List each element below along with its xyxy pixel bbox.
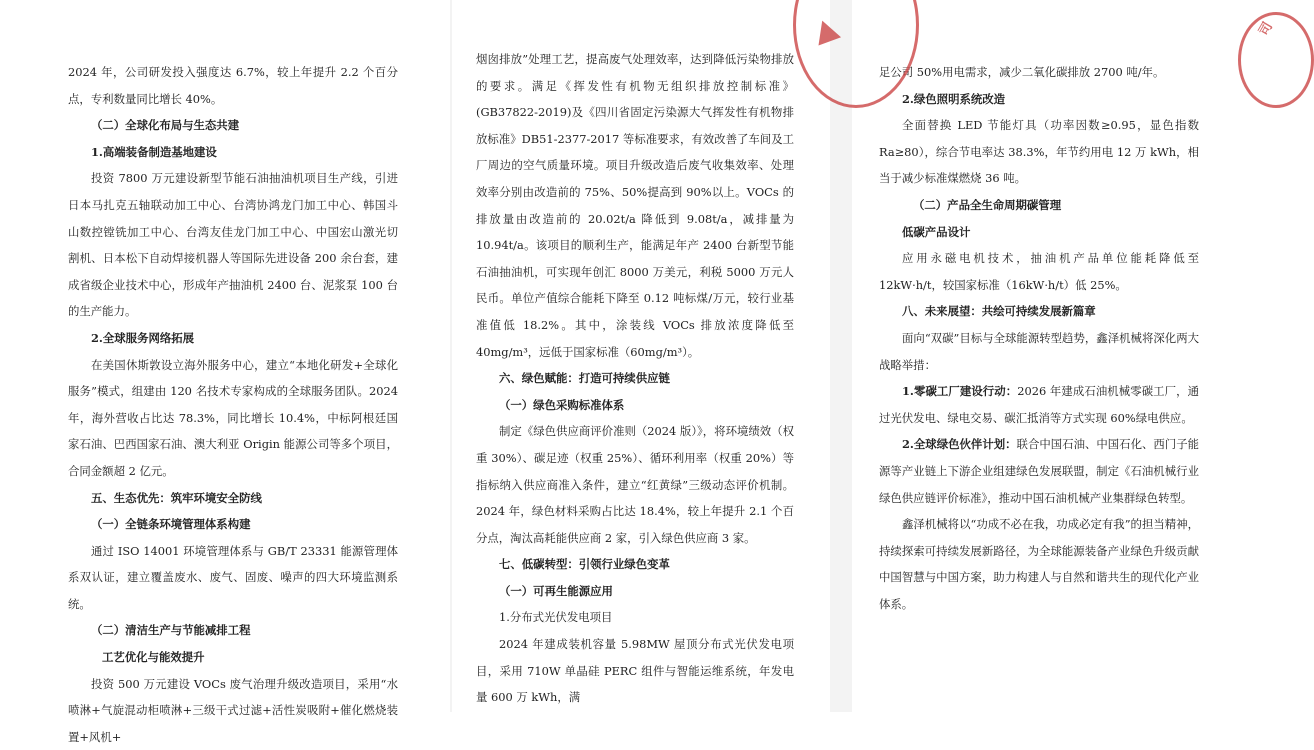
seal-text: 司	[1256, 17, 1277, 39]
lead-phrase: 2.全球绿色伙伴计划：	[902, 437, 1017, 452]
paragraph: 1.零碳工厂建设行动：2026 年建成石油机械零碳工厂，通过光伏发电、绿电交易、碳汇抵消等方式实现 60%绿电供应。	[879, 384, 1199, 425]
paragraph: 通过 ISO 14001 环境管理体系与 GB/T 23331 能源管理体系双认证，建立覆盖废水、废气、固废、噪声的四大环境监测系统。	[68, 543, 398, 611]
paragraph: 足公司 50%用电需求，减少二氧化碳排放 2700 吨/年。	[879, 65, 1165, 79]
company-seal-stamp	[1238, 12, 1314, 108]
right-text-column	[879, 59, 1199, 617]
lead-phrase: 1.零碳工厂建设行动：	[902, 384, 1018, 399]
paragraph: 在美国休斯敦设立海外服务中心，建立“本地化研发+全球化服务”模式，组建由 120 名技术专家构成的全球服务团队。2024 年，海外营收占比达 78.3%，同比增长 10.4%，中标阿根廷国家石油、巴西国家石油、澳大利亚 Origin 能源公司等多个项目，合同金额超 2 亿元。	[68, 357, 398, 478]
paragraph: 2024 年，公司研发投入强度达 6.7%，较上年提升 2.2 个百分点，专利数量同比增长 40%。	[68, 65, 398, 106]
seal-star-icon	[811, 17, 841, 46]
section-heading: 低碳产品设计	[902, 224, 971, 239]
left-text-column	[68, 59, 398, 750]
section-heading: 工艺优化与能效提升	[102, 650, 205, 665]
section-heading: 八、未来展望：共绘可持续发展新篇章	[902, 304, 1096, 319]
paragraph: 投资 7800 万元建设新型节能石油抽油机项目生产线，引进日本马扎克五轴联动加工中心、台湾协鸿龙门加工中心、韩国斗山数控镗铣加工中心、台湾友佳龙门加工中心、中国宏山激光切割机、日本松下自动焊接机器人等国际先进设备 200 余台套，建成省级企业技术中心，形成年产抽油机 2400 台、泥浆泵 100 台的生产能力。	[68, 171, 398, 319]
paragraph: 投资 500 万元建设 VOCs 废气治理升级改造项目，采用“水喷淋+气旋混动柜喷淋+三级干式过滤+活性炭吸附+催化燃烧装置+风机+	[68, 676, 398, 744]
paragraph: 面向“双碳”目标与全球能源转型趋势，鑫泽机械将深化两大战略举措：	[879, 330, 1199, 372]
section-heading: （二）产品全生命周期碳管理	[913, 197, 1062, 212]
paragraph: 制定《绿色供应商评价准则（2024 版）》，将环境绩效（权重 30%）、碳足迹（权重 25%）、循环利用率（权重 20%）等指标纳入供应商准入条件，建立“红黄绿”三级动态评价机制。2024 年，绿色材料采购占比达 18.4%，较上年提升 2.1 个百分点，淘汰高耗能供应商 2 家，引入绿色供应商 3 家。	[476, 424, 794, 545]
section-heading: （二）全球化布局与生态共建	[91, 118, 240, 133]
paragraph: 2024 年建成装机容量 5.98MW 屋顶分布式光伏发电项目，采用 710W 单晶硅 PERC 组件与智能运维系统，年发电量 600 万 kWh，满	[476, 637, 794, 705]
section-heading: （一）绿色采购标准体系	[499, 397, 625, 412]
section-heading: 2.全球服务网络拓展	[91, 330, 195, 345]
section-heading: 1.分布式光伏发电项目	[499, 610, 613, 625]
section-heading: （一）可再生能源应用	[499, 583, 613, 598]
middle-text-column	[476, 46, 794, 711]
section-heading: 2.绿色照明系统改造	[902, 91, 1006, 106]
section-heading: 1.高端装备制造基地建设	[91, 144, 217, 159]
section-heading: 五、生态优先：筑牢环境安全防线	[91, 490, 262, 505]
paragraph: 鑫泽机械将以“功成不必在我，功成必定有我”的担当精神，持续探索可持续发展新路径，为全球能源装备产业绿色升级贡献中国智慧与中国方案，助力构建人与自然和谐共生的现代化产业体系。	[879, 517, 1199, 611]
section-heading: （二）清洁生产与节能减排工程	[91, 623, 251, 638]
section-heading: 七、低碳转型：引领行业绿色变革	[499, 557, 670, 572]
section-heading: 六、绿色赋能：打造可持续供应链	[499, 371, 670, 386]
paragraph: 应用永磁电机技术，抽油机产品单位能耗降低至 12kW·h/t，较国家标准（16kW·h/t）低 25%。	[879, 251, 1199, 292]
paragraph: 烟囱排放”处理工艺，提高废气处理效率，达到降低污染物排放的要求。满足《挥发性有机物无组织排放控制标准》(GB37822-2019)及《四川省固定污染源大气挥发性有机物排放标准》DB51-2377-2017 等标准要求，有效改善了车间及工厂周边的空气质量环境。项目升级改造后废气收集效率、处理效率分别由改造前的 75%、50%提高到 90%以上。VOCs 的排放量由改造前的 20.02t/a 降低到 9.08t/a，减排量为 10.94t/a。该项目的顺利生产，能满足年产 2400 台新型节能石油抽油机，可实现年创汇 8000 万美元，利税 5000 万元人民币。单位产值综合能耗下降至 0.12 吨标煤/万元，较行业基准值低 18.2%。其中，涂装线 VOCs 排放浓度降低至 40mg/m³，远低于国家标准（60mg/m³）。	[476, 52, 794, 359]
section-heading: （一）全链条环境管理体系构建	[91, 517, 251, 532]
paragraph: 2.全球绿色伙伴计划：联合中国石油、中国石化、西门子能源等产业链上下游企业组建绿色发展联盟，制定《石油机械行业绿色供应链评价标准》，推动中国石油机械产业集群绿色转型。	[879, 437, 1199, 505]
paragraph: 全面替换 LED 节能灯具（功率因数≥0.95，显色指数 Ra≥80），综合节电率达 38.3%，年节约用电 12 万 kWh，相当于减少标准煤燃烧 36 吨。	[879, 118, 1199, 186]
